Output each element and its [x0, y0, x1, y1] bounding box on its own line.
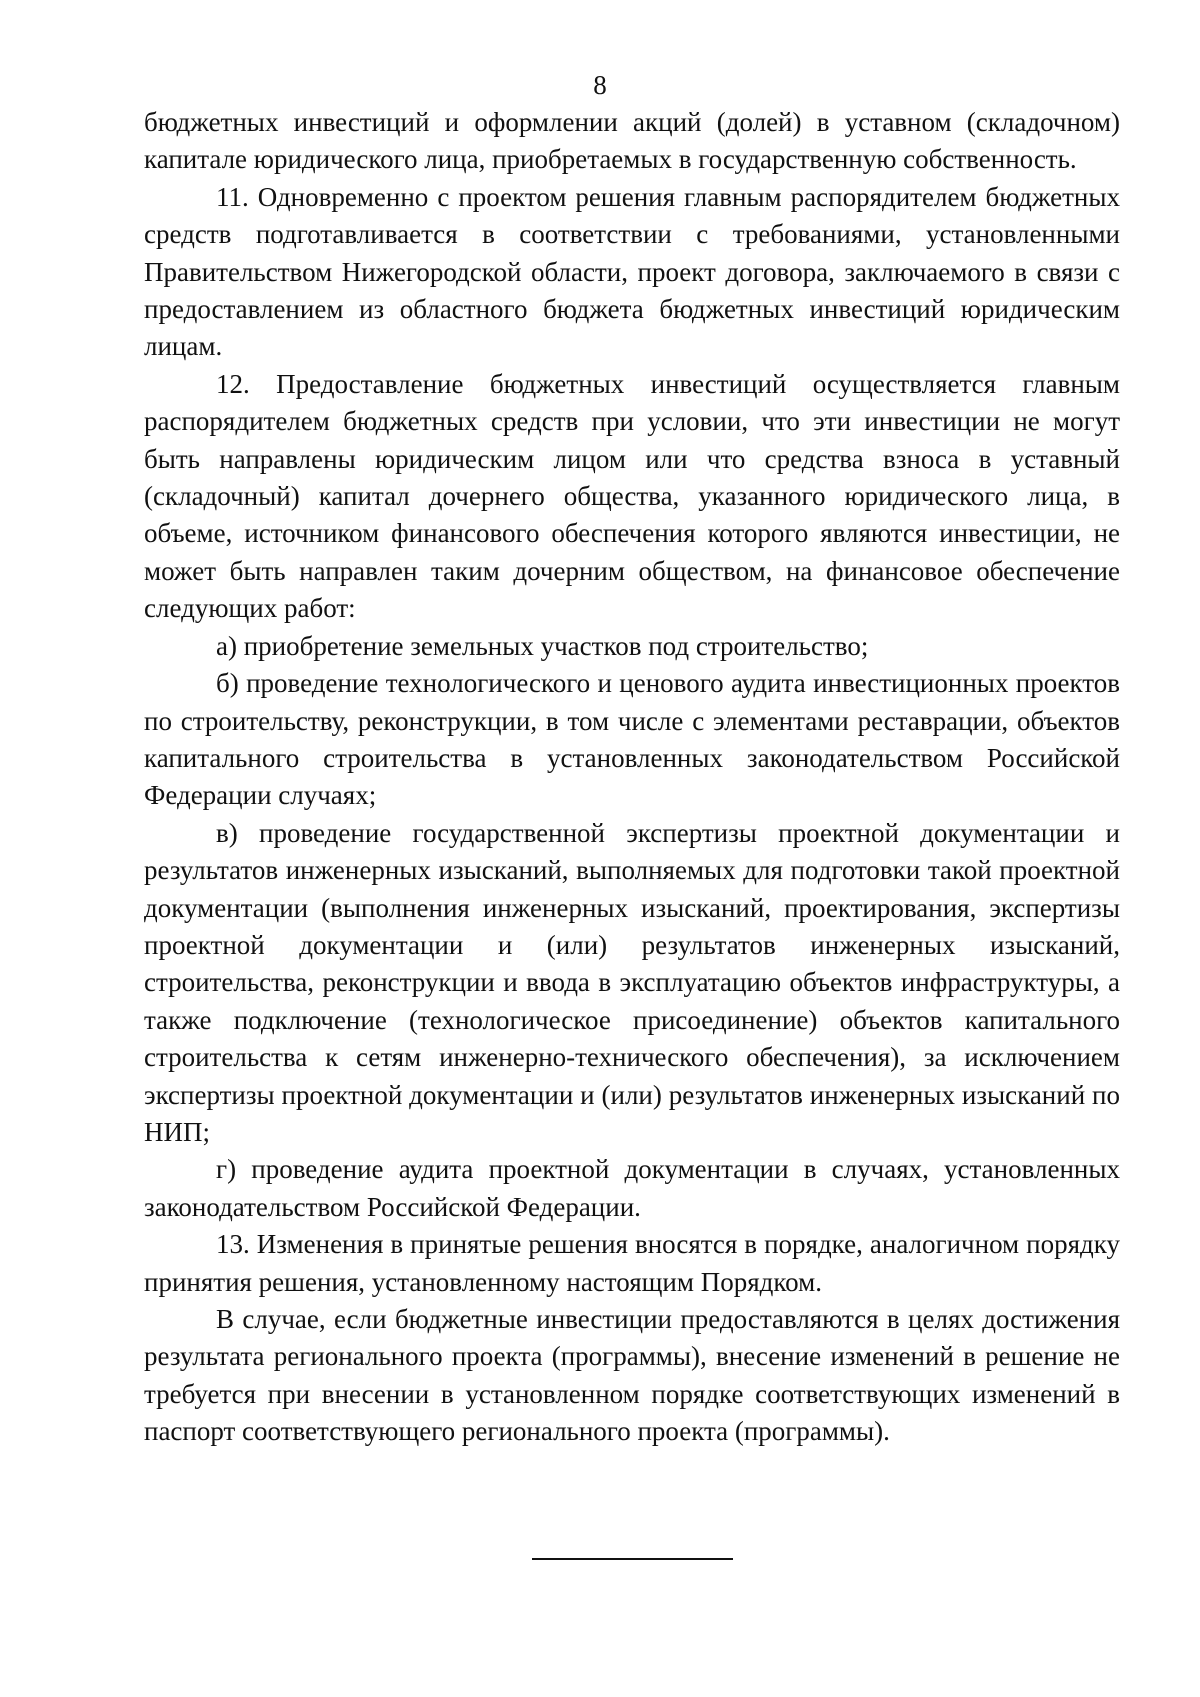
- paragraph-subitem-v: в) проведение государственной экспертизы проектной документации и результатов инженерных изысканий, выполняемых для подготовки такой проектной документации (выполнения инженерных изысканий, проектирования, экспертизы проектной документации и (или) результатов инженерных изысканий, строительства, реконструкции и ввода в эксплуатацию объектов инфраструктуры, а также подключение (технологическое присоединение) объектов капитального строительства к сетям инженерно-технического обеспечения), за исключением экспертизы проектной документации и (или) результатов инженерных изысканий по НИП;: [144, 817, 1120, 1147]
- paragraph-item-13: 13. Изменения в принятые решения вносятся в порядке, аналогичном порядку принятия решения, установленному настоящим Порядком.: [144, 1229, 1120, 1297]
- paragraph-closing: В случае, если бюджетные инвестиции предоставляются в целях достижения результата регионального проекта (программы), внесение изменений в решение не требуется при внесении в установленном порядке соответствующих изменений в паспорт соответствующего регионального проекта (программы).: [144, 1304, 1120, 1447]
- paragraph-subitem-a: а) приобретение земельных участков под строительство;: [216, 630, 869, 661]
- end-of-document-rule: [532, 1558, 733, 1560]
- paragraph-subitem-b: б) проведение технологического и ценового аудита инвестиционных проектов по строительству, реконструкции, в том числе с элементами реставрации, объектов капитального строительства в установленных законодательством Российской Федерации случаях;: [144, 668, 1120, 811]
- paragraph-subitem-g: г) проведение аудита проектной документации в случаях, установленных законодательством Российской Федерации.: [144, 1154, 1120, 1222]
- document-body: [144, 104, 1120, 1451]
- paragraph-continuation: бюджетных инвестиций и оформлении акций (долей) в уставном (складочном) капитале юридического лица, приобретаемых в государственную собственность.: [144, 107, 1120, 175]
- paragraph-item-12: 12. Предоставление бюджетных инвестиций осуществляется главным распорядителем бюджетных средств при условии, что эти инвестиции не могут быть направлены юридическим лицом или что средства взноса в уставный (складочный) капитал дочернего общества, указанного юридического лица, в объеме, источником финансового обеспечения которого являются инвестиции, не может быть направлен таким дочерним обществом, на финансовое обеспечение следующих работ:: [144, 368, 1120, 624]
- page-number: 8: [593, 70, 607, 100]
- paragraph-item-11: 11. Одновременно с проектом решения главным распорядителем бюджетных средств подготавливается в соответствии с требованиями, установленными Правительством Нижегородской области, проект договора, заключаемого в связи с предоставлением из областного бюджета бюджетных инвестиций юридическим лицам.: [144, 181, 1120, 362]
